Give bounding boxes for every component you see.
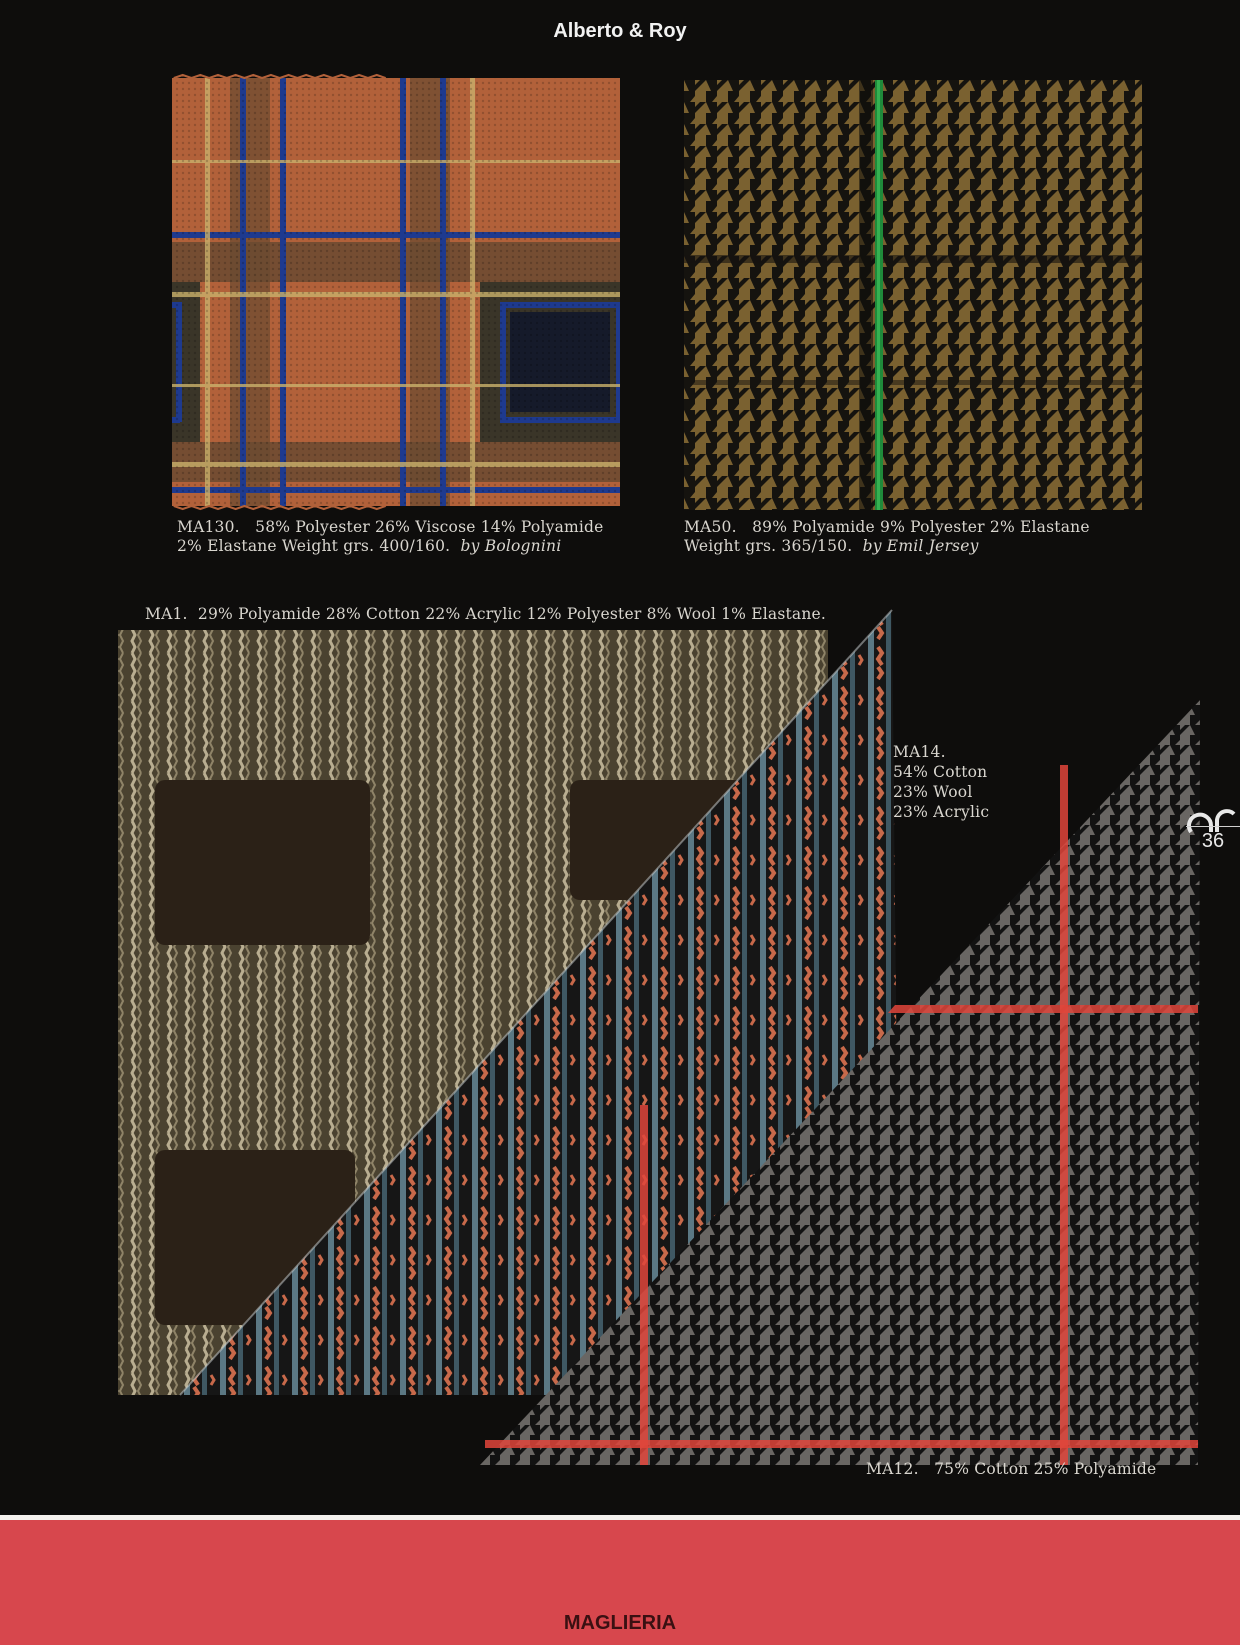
weight-ma50: Weight grs. 365/150. — [684, 537, 853, 555]
code-ma14: MA14. — [893, 743, 946, 761]
footer-band — [0, 1520, 1240, 1645]
code-ma1: MA1. — [145, 605, 188, 623]
swatch-ma130-image — [168, 74, 628, 514]
code-ma12: MA12. — [866, 1460, 919, 1478]
page-number: 36 — [1201, 830, 1225, 852]
logo-divider — [1186, 826, 1240, 827]
swatch-ma50-image — [684, 80, 1144, 512]
caption-ma130 — [177, 518, 604, 556]
section-label: MAGLIERIA — [563, 1612, 677, 1634]
maker-ma50: by Emil Jersey — [862, 537, 979, 555]
composition-ma50: 89% Polyamide 9% Polyester 2% Elastane — [752, 518, 1090, 536]
composition-ma130: 58% Polyester 26% Viscose 14% Polyamide — [255, 518, 604, 536]
composition-ma14-cotton: 54% Cotton — [893, 763, 988, 781]
caption-ma14 — [893, 742, 989, 822]
code-ma50: MA50. — [684, 518, 737, 536]
composition-ma1: 29% Polyamide 28% Cotton 22% Acrylic 12% Polyester 8% Wool 1% Elastane. — [197, 605, 827, 623]
code-ma130: MA130. — [177, 518, 240, 536]
maker-ma130: by Bolognini — [460, 537, 562, 555]
caption-ma50 — [684, 518, 1090, 556]
swatch-group-image — [110, 605, 1190, 1485]
composition-ma12: 75% Cotton 25% Polyamide — [934, 1460, 1157, 1478]
caption-ma12 — [866, 1460, 1156, 1479]
weight-ma130: 2% Elastane Weight grs. 400/160. — [177, 537, 451, 555]
brand-title: Alberto & Roy — [553, 20, 687, 42]
composition-ma14-wool: 23% Wool — [893, 783, 973, 801]
composition-ma14-acrylic: 23% Acrylic — [893, 803, 990, 821]
